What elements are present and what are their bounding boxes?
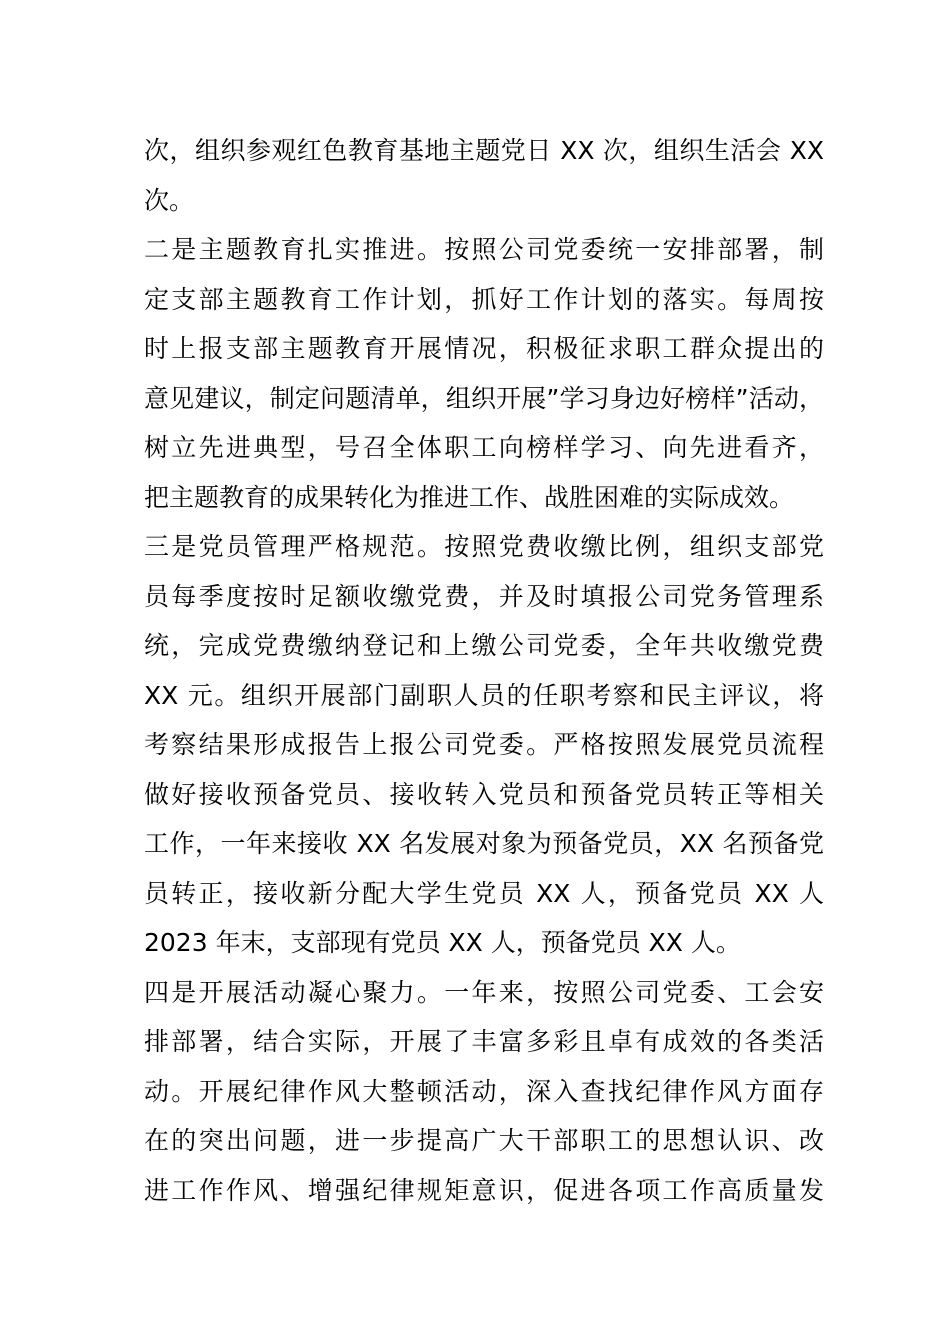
text-line: 定支部主题教育工作计划，抓好工作计划的落实。每周按 bbox=[144, 284, 824, 314]
text-line: 意见建议，制定问题清单，组织开展”学习身边好榜样”活动， bbox=[144, 383, 824, 413]
text-line: 2023 年末，支部现有党员 XX 人，预备党员 XX 人。 bbox=[144, 928, 741, 957]
paragraph-four-start: 四是开展活动凝心聚力。一年来，按照公司党委、工会安 bbox=[144, 977, 824, 1007]
text-line: 时上报支部主题教育开展情况，积极征求职工群众提出的 bbox=[144, 334, 824, 363]
text-line: XX 元。组织开展部门副职人员的任职考察和民主评议，将 bbox=[144, 680, 824, 710]
text-line: 次，组织参观红色教育基地主题党日 XX 次，组织生活会 XX bbox=[144, 136, 824, 165]
text-line: 员每季度按时足额收缴党费，并及时填报公司党务管理系 bbox=[144, 581, 824, 611]
paragraph-two-start: 二是主题教育扎实推进。按照公司党委统一安排部署，制 bbox=[144, 235, 824, 264]
text-line: 统，完成党费缴纳登记和上缴公司党委，全年共收缴党费 bbox=[144, 631, 824, 660]
text-line: 把主题教育的成果转化为推进工作、战胜困难的实际成效。 bbox=[144, 482, 795, 512]
text-line: 动。开展纪律作风大整顿活动，深入查找纪律作风方面存 bbox=[144, 1076, 824, 1106]
text-line: 员转正，接收新分配大学生党员 XX 人，预备党员 XX 人 bbox=[144, 878, 824, 908]
text-line: 工作，一年来接收 XX 名发展对象为预备党员，XX 名预备党 bbox=[144, 829, 824, 858]
body-text bbox=[144, 126, 824, 1215]
text-line: 在的突出问题，进一步提高广大干部职工的思想认识、改 bbox=[144, 1126, 824, 1155]
text-line: 考察结果形成报告上报公司党委。严格按照发展党员流程 bbox=[144, 730, 824, 759]
text-line: 做好接收预备党员、接收转入党员和预备党员转正等相关 bbox=[144, 779, 824, 809]
text-line: 排部署，结合实际，开展了丰富多彩且卓有成效的各类活 bbox=[144, 1027, 824, 1056]
text-line: 次。 bbox=[144, 185, 195, 215]
text-line: 树立先进典型，号召全体职工向榜样学习、向先进看齐， bbox=[144, 433, 824, 462]
text-line: 进工作作风、增强纪律规矩意识，促进各项工作高质量发 bbox=[144, 1175, 824, 1205]
paragraph-three-start: 三是党员管理严格规范。按照党费收缴比例，组织支部党 bbox=[144, 532, 824, 561]
